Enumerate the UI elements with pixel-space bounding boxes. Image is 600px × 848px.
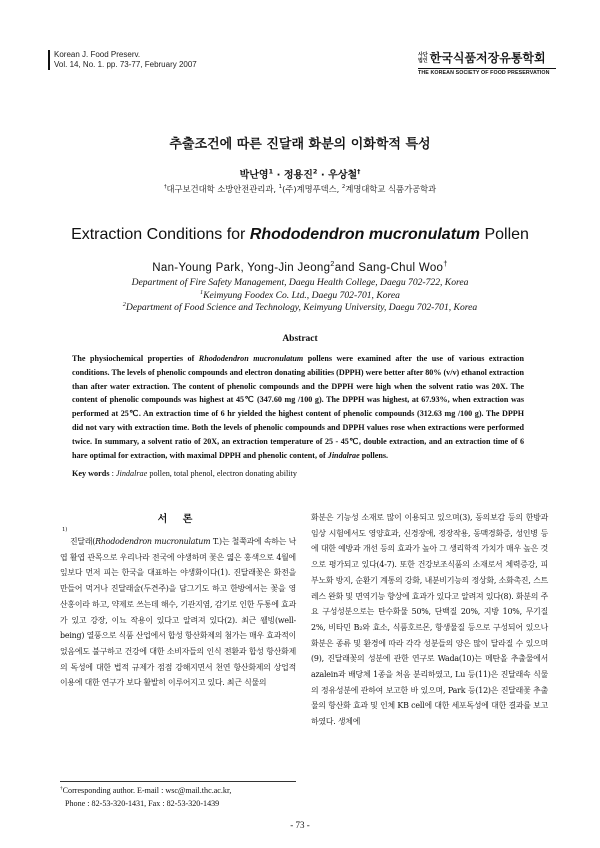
intro-paragraph: 진달래(Rhododendron mucronulatum T.)는 철쭉과에 속하는 낙엽 활엽 관목으로 우리나라 전국에 야생하며 꽃은 엷은 홍색으로 4월에 잎보다 먼저 피는 한국을 대표하는 야생화이다(1). 진달래꽃은 화전을 만들어 먹거나 진달래술(두견주)을 담그기도 하고 한방에서는 꽃을 영산홍이라 하고, 약제로 쓰는데 해수, 기관지염, 감기로 인한 두통에 효과가 있고 강장, 이뇨 작용이 있다고 알려져 있다(2). 최근 웰빙(well-being) 열풍으로 식품 산업에서 합성 항산화제의 첨가는 매우 효과적이었음에도 불구하고 건강에 대한 소비자들의 인식 전환과 합성 항산화제의 독성에 대한 법적 규제가 점점 강해지면서 천연 항산화제의 상업적 이용에 대한 연구가 보다 활발히 이루어지고 있다. 최근 식물의 <box>60 537 296 688</box>
korean-authors: 박난영$^1$ · 정용진$^2$ · 우상철† <box>239 167 361 181</box>
society-rule <box>418 68 556 69</box>
journal-citation <box>48 50 197 70</box>
footnote-mark: 1) <box>62 527 68 533</box>
abstract-body: The physiochemical properties of Rhododendron mucronulatum pollens were examined after the use of various extraction conditions. The levels of phenolic compounds and electron donating abilities (DPPH) were better after 80% (v/v) ethanol extraction than after water extraction. The content of phenolic compounds and the DPPH were high when the solvent ratio was 20X. The content of phenolic compounds was highest at 45℃ (347.60 mg /100 g). The DPPH was highest, at 67.93%, when extraction was performed at 25℃. An extraction time of 6 hr yielded the highest content of phenolic compounds (312.63 mg /100 g). The DPPH did not vary with extraction time. Both the levels of phenolic compounds and DPPH values rose when extractions were performed twice. In summary, a solvent ratio of 20X, an extraction temperature of 25 - 45℃, double extraction, and an extraction time of 6 hare optimal for extraction, with maximal DPPH and phenolic content, of Jindalrae pollens. <box>72 354 524 460</box>
korean-title: 추출조건에 따른 진달래 화분의 이화학적 특성 <box>169 137 431 152</box>
society-logo <box>418 49 556 76</box>
right-column-text: 화분은 기능성 소재로 많이 이용되고 있으며(3), 동의보감 등의 한방과 임상 시험에서도 영양효과, 신경장애, 정장작용, 동맥경화증, 성인병 등에 대한 예방과 개선 등의 효과가 높아 그 생리학적 가치가 매우 높은 것으로 평가되고 있다(4-7). 또한 건강보조식품의 소재로서 체력증강, 피부노화 방지, 순환기 계통의 강화, 내분비기능의 정상화, 소화촉진, 스트레스 완화 및 면역기능 향상에 효과가 있다고 알려져 있다(8). 화분의 주요 구성성분으로는 탄수화물 50%, 단백질 20%, 지방 10%, 무기질 2%, 비타민 B₂와 효소, 식품호르몬, 항생물질 등으로 구성되어 있으나 화분은 종류 및 환경에 따라 각각 성분들의 양은 많이 달라질 수 있으며(9), 진달래꽃의 성분에 관한 연구로 Wada(10)는 메탄올 추출물에서 azalein과 배당체 1종을 처음 분리하였고, Lu 등(11)은 진달래속 식물의 정유성분에 관하여 보고한 바 있으며, Park 등(12)은 진달래꽃 추출물의 항산화 효과 및 인체 KB cell에 대한 세포독성에 대한 결과를 보고하였다. 생체에 <box>311 513 548 727</box>
journal-name: Korean J. Food Preserv. <box>54 50 141 59</box>
society-mark: 사단 법인 <box>418 51 428 64</box>
keywords: Key words : Jindalrae pollen, total phenol, electron donating ability <box>72 469 297 478</box>
journal-volume: Vol. 14, No. 1. pp. 73-77, February 2007 <box>54 60 197 69</box>
english-title: Extraction Conditions for Rhododendron mucronulatum Pollen <box>71 226 529 243</box>
english-authors: Nan-Young Park, Yong-Jin Jeong$^2$and Sang-Chul Woo† <box>152 259 448 274</box>
society-english-name: THE KOREAN SOCIETY OF FOOD PRESERVATION <box>418 70 550 76</box>
abstract-heading: Abstract <box>282 334 318 344</box>
right-column <box>311 510 548 730</box>
english-affiliations: Department of Fire Safety Management, Daegu Health College, Daegu 702-722, Korea $^1$Keimyung Foodex Co. Ltd., Daegu 702-701, Korea $^2$Department of Food Science and Technology, Keimyung University, Daegu 702-701, Korea <box>122 277 478 313</box>
corresponding-footnote: †Corresponding author. E-mail : wsc@mail.thc.ac.kr, Phone : 82-53-320-1431, Fax : 82-53-320-1439 <box>60 781 296 810</box>
korean-affiliations: †대구보건대학 소방안전관리과, $^1$(주)계명푸덱스, $^2$계명대학교 식품가공학과 <box>163 184 437 194</box>
page-number: - 73 - <box>290 820 310 830</box>
left-column <box>60 510 296 691</box>
society-korean-name: 한국식품저장유통학회 <box>429 51 546 65</box>
intro-heading: 서 론 <box>157 514 199 525</box>
